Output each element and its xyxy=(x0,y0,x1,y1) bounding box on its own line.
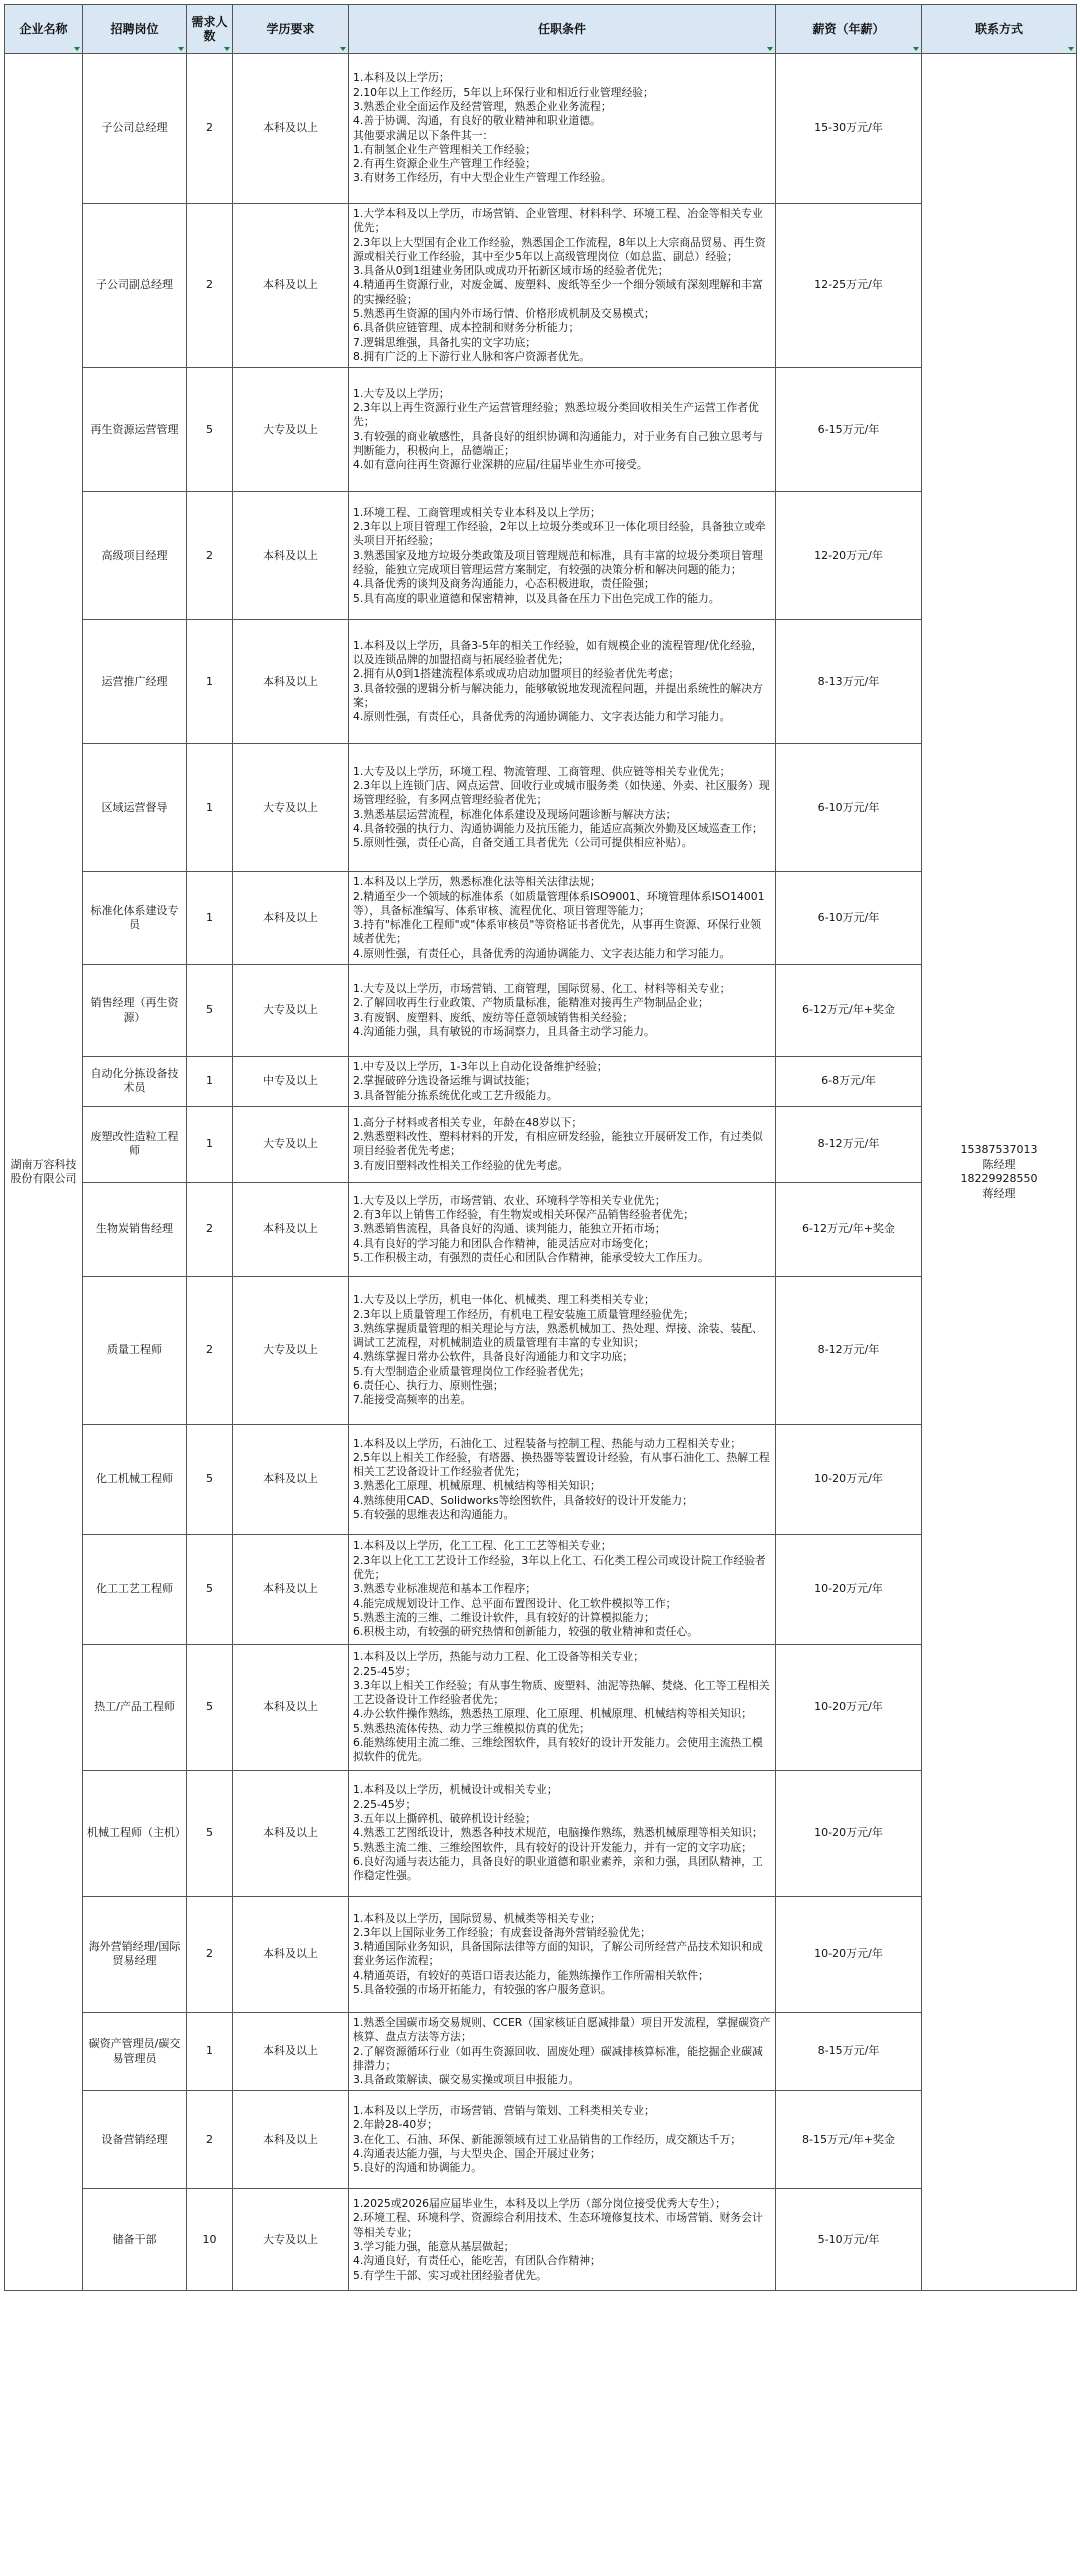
requirements-cell: 1.本科及以上学历，石油化工、过程装备与控制工程、热能与动力工程相关专业； 2.5年以上相关工作经验，有塔器、换热器等装置设计经验，有从事石油化工、热解工程相关工艺设备设计工作经验者优先； 3.熟悉化工原理、机械原理、机械结构等相关知识； 4.熟练使用CAD、Solidworks等绘图软件，具备较好的设计开发能力； 5.有较强的思维表达和沟通能力。 xyxy=(349,1424,776,1534)
company-cell: 湖南万容科技股份有限公司 xyxy=(5,54,83,2291)
requirements-cell: 1.大学本科及以上学历，市场营销、企业管理、材料科学、环境工程、冶金等相关专业优先； 2.3年以上大型国有企业工作经验，熟悉国企工作流程，8年以上大宗商品贸易、再生资源或相关行业工作经验，其中至少5年以上高级管理岗位（如总监、副总）经验； 3.具备从0到1组建业务团队或成功开拓新区域市场的经验者优先； 4.精通再生资源行业，对废金属、废塑料、废纸等至少一个细分领域有深刻理解和丰富的实操经验； 5.熟悉再生资源的国内外市场行情、价格形成机制及交易模式； 6.具备供应链管理、成本控制和财务分析能力； 7.逻辑思维强，具备扎实的文字功底； 8.拥有广泛的上下游行业人脉和客户资源者优先。 xyxy=(349,204,776,368)
header-row xyxy=(5,5,1077,54)
position-cell: 销售经理（再生资源） xyxy=(83,965,187,1057)
requirements-cell: 1.本科及以上学历，国际贸易、机械类等相关专业； 2.3年以上国际业务工作经验；有成套设备海外营销经验优先； 3.精通国际业务知识，具备国际法律等方面的知识，了解公司所经营产品技术知识和成套业务运作流程； 4.精通英语，有较好的英语口语表达能力，能熟练操作工作所需相关软件； 5.具备较强的市场开拓能力，有较强的客户服务意识。 xyxy=(349,1896,776,2012)
position-cell: 废塑改性造粒工程师 xyxy=(83,1106,187,1182)
salary-cell: 6-8万元/年 xyxy=(776,1057,922,1107)
contact-cell: 15387537013 陈经理 18229928550 蒋经理 xyxy=(922,54,1077,2291)
salary-cell: 6-12万元/年+奖金 xyxy=(776,1182,922,1276)
count-cell: 2 xyxy=(187,1182,233,1276)
table-row xyxy=(5,1424,1077,1534)
header-salary[interactable]: 薪资（年薪） xyxy=(776,5,922,54)
filter-dropdown-icon[interactable] xyxy=(1068,47,1074,51)
position-cell: 子公司副总经理 xyxy=(83,204,187,368)
requirements-cell: 1.高分子材料或者相关专业，年龄在48岁以下； 2.熟悉塑料改性、塑料材料的开发，有相应研发经验，能独立开展研发工作，有过类似项目经验者优先考虑； 3.有废旧塑料改性相关工作经验的优先考虑。 xyxy=(349,1106,776,1182)
position-cell: 运营推广经理 xyxy=(83,620,187,744)
table-row xyxy=(5,620,1077,744)
table-row xyxy=(5,872,1077,965)
requirements-cell: 1.熟悉全国碳市场交易规则、CCER（国家核证自愿减排量）项目开发流程，掌握碳资产核算、盘点方法等方法； 2.了解资源循环行业（如再生资源回收、固废处理）碳减排核算标准，能挖掘企业碳减排潜力； 3.具备政策解读、碳交易实操或项目申报能力。 xyxy=(349,2012,776,2090)
count-cell: 1 xyxy=(187,872,233,965)
requirements-cell: 1.环境工程、工商管理或相关专业本科及以上学历； 2.3年以上项目管理工作经验，2年以上垃圾分类或环卫一体化项目经验，具备独立或牵头项目开拓经验； 3.熟悉国家及地方垃圾分类政策及项目管理规范和标准，具有丰富的垃圾分类项目管理经验，能独立完成项目管理运营方案制定，有较强的决策分析和解决问题的能力； 4.具备优秀的谈判及商务沟通能力，心态积极进取，责任险强； 5.具有高度的职业道德和保密精神，以及具备在压力下出色完成工作的能力。 xyxy=(349,492,776,620)
position-cell: 机械工程师（主机） xyxy=(83,1770,187,1896)
requirements-cell: 1.2025或2026届应届毕业生，本科及以上学历（部分岗位接受优秀大专生）； 2.环境工程、环境科学、资源综合利用技术、生态环境修复技术、市场营销、财务会计等相关专业； 3.学习能力强，能意从基层做起； 4.沟通良好，有责任心，能吃苦，有团队合作精神； 5.有学生干部、实习或社团经验者优先。 xyxy=(349,2189,776,2291)
count-cell: 2 xyxy=(187,1276,233,1424)
position-cell: 热工/产品工程师 xyxy=(83,1644,187,1770)
salary-cell: 6-12万元/年+奖金 xyxy=(776,965,922,1057)
position-cell: 自动化分拣设备技术员 xyxy=(83,1057,187,1107)
header-education[interactable]: 学历要求 xyxy=(233,5,349,54)
requirements-cell: 1.大专及以上学历，市场营销、农业、环境科学等相关专业优先； 2.有3年以上销售工作经验，有生物炭或相关环保产品销售经验者优先； 3.熟悉销售流程，具备良好的沟通、谈判能力，能独立开拓市场； 4.具有良好的学习能力和团队合作精神，能灵活应对市场变化； 5.工作积极主动，有强烈的责任心和团队合作精神，能承受较大工作压力。 xyxy=(349,1182,776,1276)
recruitment-table xyxy=(4,4,1077,2291)
count-cell: 2 xyxy=(187,1896,233,2012)
salary-cell: 10-20万元/年 xyxy=(776,1534,922,1644)
filter-dropdown-icon[interactable] xyxy=(178,47,184,51)
position-cell: 区域运营督导 xyxy=(83,744,187,872)
requirements-cell: 1.本科及以上学历，热能与动力工程、化工设备等相关专业； 2.25-45岁； 3.3年以上相关工作经验；有从事生物质、废塑料、油泥等热解、焚烧、化工等工程相关工艺设备设计工作经验者优先； 4.办公软件操作熟练，熟悉热工原理、化工原理、机械原理、机械结构等相关知识； 5.熟悉热流体传热、动力学三维模拟仿真的优先； 6.能熟练使用主流二维、三维绘图软件，具有较好的设计开发能力。会使用主流热工模拟软件的优先。 xyxy=(349,1644,776,1770)
requirements-cell: 1.本科及以上学历，市场营销、营销与策划、工科类相关专业； 2.年龄28-40岁； 3.在化工、石油、环保、新能源领域有过工业品销售的工作经历，成交额达千万； 4.沟通表达能力强，与大型央企、国企开展过业务； 5.良好的沟通和协调能力。 xyxy=(349,2091,776,2189)
requirements-cell: 1.本科及以上学历，具备3-5年的相关工作经验，如有规模企业的流程管理/优化经验，以及连锁品牌的加盟招商与拓展经验者优先； 2.拥有从0到1搭建流程体系或成功启动加盟项目的经验者优先考虑； 3.具备较强的逻辑分析与解决能力，能够敏锐地发现流程问题，并提出系统性的解决方案； 4.原则性强，有责任心，具备优秀的沟通协调能力、文字表达能力和学习能力。 xyxy=(349,620,776,744)
position-cell: 储备干部 xyxy=(83,2189,187,2291)
filter-dropdown-icon[interactable] xyxy=(224,47,230,51)
requirements-cell: 1.本科及以上学历，熟悉标准化法等相关法律法规； 2.精通至少一个领域的标准体系（如质量管理体系ISO9001、环境管理体系ISO14001等），具备标准编写、体系审核、流程优化、项目管理等能力； 3.持有"标准化工程师"或"体系审核员"等资格证书者优先，从事再生资源、环保行业领域者优先； 4.原则性强，有责任心，具备优秀的沟通协调能力、文字表达能力和学习能力。 xyxy=(349,872,776,965)
header-requirements[interactable]: 任职条件 xyxy=(349,5,776,54)
header-company[interactable]: 企业名称 xyxy=(5,5,83,54)
salary-cell: 6-10万元/年 xyxy=(776,872,922,965)
education-cell: 本科及以上 xyxy=(233,1896,349,2012)
count-cell: 5 xyxy=(187,1644,233,1770)
filter-dropdown-icon[interactable] xyxy=(74,47,80,51)
requirements-cell: 1.本科及以上学历，化工工程、化工工艺等相关专业； 2.3年以上化工工艺设计工作经验，3年以上化工、石化类工程公司或设计院工作经验者优先； 3.熟悉专业标准规范和基本工作程序； 4.能完成规划设计工作、总平面布置图设计、化工软件模拟等工作； 5.熟悉主流的三维、二维设计软件，具有较好的计算模拟能力； 6.积极主动，有较强的研究热情和创新能力，较强的敬业精神和责任心。 xyxy=(349,1534,776,1644)
table-row xyxy=(5,2189,1077,2291)
count-cell: 5 xyxy=(187,1534,233,1644)
requirements-cell: 1.本科及以上学历； 2.10年以上工作经历，5年以上环保行业和相近行业管理经验； 3.熟悉企业全面运作及经营管理，熟悉企业业务流程； 4.善于协调、沟通，有良好的敬业精神和职业道德。 其他要求满足以下条件其一： 1.有制氢企业生产管理相关工作经验； 2.有再生资源企业生产管理工作经验； 3.有财务工作经历，有中大型企业生产管理工作经验。 xyxy=(349,54,776,204)
education-cell: 本科及以上 xyxy=(233,2012,349,2090)
table-row xyxy=(5,1106,1077,1182)
requirements-cell: 1.大专及以上学历，机电一体化、机械类、理工科类相关专业； 2.3年以上质量管理工作经历，有机电工程安装施工质量管理经验优先； 3.熟练掌握质量管理的相关理论与方法，熟悉机械加工、热处理、焊接、涂装、装配、调试工艺流程，对机械制造业的质量管理有丰富的专业知识； 4.熟练掌握日常办公软件，具备良好沟通能力和文字功底； 5.有大型制造企业质量管理岗位工作经验者优先； 6.责任心、执行力、原则性强； 7.能接受高频率的出差。 xyxy=(349,1276,776,1424)
requirements-cell: 1.本科及以上学历，机械设计或相关专业； 2.25-45岁； 3.五年以上撕碎机、破碎机设计经验； 4.熟悉工艺图纸设计，熟悉各种技术规范，电脑操作熟练，熟悉机械原理等相关知识； 5.熟悉主流二维、三维绘图软件，具有较好的设计开发能力，并有一定的文字功底； 6.良好沟通与表达能力，具备良好的职业道德和职业素养，亲和力强，具团队精神，工作稳定性强。 xyxy=(349,1770,776,1896)
filter-dropdown-icon[interactable] xyxy=(340,47,346,51)
education-cell: 大专及以上 xyxy=(233,368,349,492)
salary-cell: 8-13万元/年 xyxy=(776,620,922,744)
table-row xyxy=(5,1896,1077,2012)
requirements-cell: 1.中专及以上学历，1-3年以上自动化设备维护经验； 2.掌握破碎分选设备运维与调试技能； 3.具备智能分拣系统优化或工艺升级能力。 xyxy=(349,1057,776,1107)
position-cell: 化工机械工程师 xyxy=(83,1424,187,1534)
education-cell: 大专及以上 xyxy=(233,744,349,872)
table-row xyxy=(5,368,1077,492)
count-cell: 5 xyxy=(187,1770,233,1896)
table-row xyxy=(5,54,1077,204)
count-cell: 1 xyxy=(187,2012,233,2090)
count-cell: 5 xyxy=(187,965,233,1057)
table-row xyxy=(5,965,1077,1057)
table-row xyxy=(5,2091,1077,2189)
header-contact[interactable]: 联系方式 xyxy=(922,5,1077,54)
position-cell: 化工工艺工程师 xyxy=(83,1534,187,1644)
education-cell: 中专及以上 xyxy=(233,1057,349,1107)
header-count[interactable]: 需求人数 xyxy=(187,5,233,54)
education-cell: 本科及以上 xyxy=(233,620,349,744)
education-cell: 本科及以上 xyxy=(233,1424,349,1534)
count-cell: 1 xyxy=(187,1057,233,1107)
table-body xyxy=(5,54,1077,2291)
education-cell: 大专及以上 xyxy=(233,1276,349,1424)
salary-cell: 10-20万元/年 xyxy=(776,1896,922,2012)
requirements-cell: 1.大专及以上学历，环境工程、物流管理、工商管理、供应链等相关专业优先； 2.3年以上连锁门店、网点运营、回收行业或城市服务类（如快递、外卖、社区服务）现场管理经验，有多网点管理经验者优先； 3.熟悉基层运营流程，标准化体系建设及现场问题诊断与解决方法； 4.具备较强的执行力、沟通协调能力及抗压能力，能适应高频次外勤及区域巡查工作； 5.原则性强，责任心高，自备交通工具者优先（公司可提供相应补贴）。 xyxy=(349,744,776,872)
table-row xyxy=(5,744,1077,872)
table-row xyxy=(5,1182,1077,1276)
education-cell: 大专及以上 xyxy=(233,965,349,1057)
table-row xyxy=(5,2012,1077,2090)
education-cell: 大专及以上 xyxy=(233,1106,349,1182)
salary-cell: 6-10万元/年 xyxy=(776,744,922,872)
position-cell: 再生资源运营管理 xyxy=(83,368,187,492)
education-cell: 本科及以上 xyxy=(233,2091,349,2189)
salary-cell: 12-20万元/年 xyxy=(776,492,922,620)
salary-cell: 8-15万元/年 xyxy=(776,2012,922,2090)
table-row xyxy=(5,204,1077,368)
count-cell: 5 xyxy=(187,368,233,492)
salary-cell: 10-20万元/年 xyxy=(776,1644,922,1770)
position-cell: 海外营销经理/国际贸易经理 xyxy=(83,1896,187,2012)
count-cell: 2 xyxy=(187,492,233,620)
salary-cell: 8-15万元/年+奖金 xyxy=(776,2091,922,2189)
salary-cell: 5-10万元/年 xyxy=(776,2189,922,2291)
education-cell: 本科及以上 xyxy=(233,1182,349,1276)
education-cell: 本科及以上 xyxy=(233,872,349,965)
education-cell: 本科及以上 xyxy=(233,204,349,368)
education-cell: 本科及以上 xyxy=(233,1534,349,1644)
count-cell: 5 xyxy=(187,1424,233,1534)
count-cell: 1 xyxy=(187,1106,233,1182)
count-cell: 1 xyxy=(187,620,233,744)
count-cell: 2 xyxy=(187,204,233,368)
education-cell: 大专及以上 xyxy=(233,2189,349,2291)
position-cell: 子公司总经理 xyxy=(83,54,187,204)
salary-cell: 12-25万元/年 xyxy=(776,204,922,368)
table-row xyxy=(5,1276,1077,1424)
position-cell: 标准化体系建设专员 xyxy=(83,872,187,965)
position-cell: 质量工程师 xyxy=(83,1276,187,1424)
position-cell: 高级项目经理 xyxy=(83,492,187,620)
header-position[interactable]: 招聘岗位 xyxy=(83,5,187,54)
position-cell: 碳资产管理员/碳交易管理员 xyxy=(83,2012,187,2090)
table-row xyxy=(5,1534,1077,1644)
position-cell: 设备营销经理 xyxy=(83,2091,187,2189)
salary-cell: 8-12万元/年 xyxy=(776,1106,922,1182)
salary-cell: 10-20万元/年 xyxy=(776,1424,922,1534)
education-cell: 本科及以上 xyxy=(233,1644,349,1770)
table-row xyxy=(5,1644,1077,1770)
count-cell: 1 xyxy=(187,744,233,872)
count-cell: 10 xyxy=(187,2189,233,2291)
table-row xyxy=(5,1770,1077,1896)
requirements-cell: 1.大专及以上学历，市场营销、工商管理，国际贸易、化工、材料等相关专业； 2.了解回收再生行业政策、产物质量标准，能精准对接再生产物制品企业； 3.有废钢、废塑料、废纸、废纺等任意领域销售相关经验； 4.沟通能力强，具有敏锐的市场洞察力，且具备主动学习能力。 xyxy=(349,965,776,1057)
education-cell: 本科及以上 xyxy=(233,1770,349,1896)
filter-dropdown-icon[interactable] xyxy=(913,47,919,51)
count-cell: 2 xyxy=(187,54,233,204)
salary-cell: 6-15万元/年 xyxy=(776,368,922,492)
salary-cell: 15-30万元/年 xyxy=(776,54,922,204)
table-row xyxy=(5,492,1077,620)
salary-cell: 10-20万元/年 xyxy=(776,1770,922,1896)
education-cell: 本科及以上 xyxy=(233,492,349,620)
count-cell: 2 xyxy=(187,2091,233,2189)
education-cell: 本科及以上 xyxy=(233,54,349,204)
salary-cell: 8-12万元/年 xyxy=(776,1276,922,1424)
table-row xyxy=(5,1057,1077,1107)
filter-dropdown-icon[interactable] xyxy=(767,47,773,51)
position-cell: 生物炭销售经理 xyxy=(83,1182,187,1276)
requirements-cell: 1.大专及以上学历； 2.3年以上再生资源行业生产运营管理经验；熟悉垃圾分类回收相关生产运营工作者优先； 3.有较强的商业敏感性，具备良好的组织协调和沟通能力，对于业务有自己独立思考与判断能力，积极向上，品德端正； 4.如有意向往再生资源行业深耕的应届/往届毕业生亦可接受。 xyxy=(349,368,776,492)
